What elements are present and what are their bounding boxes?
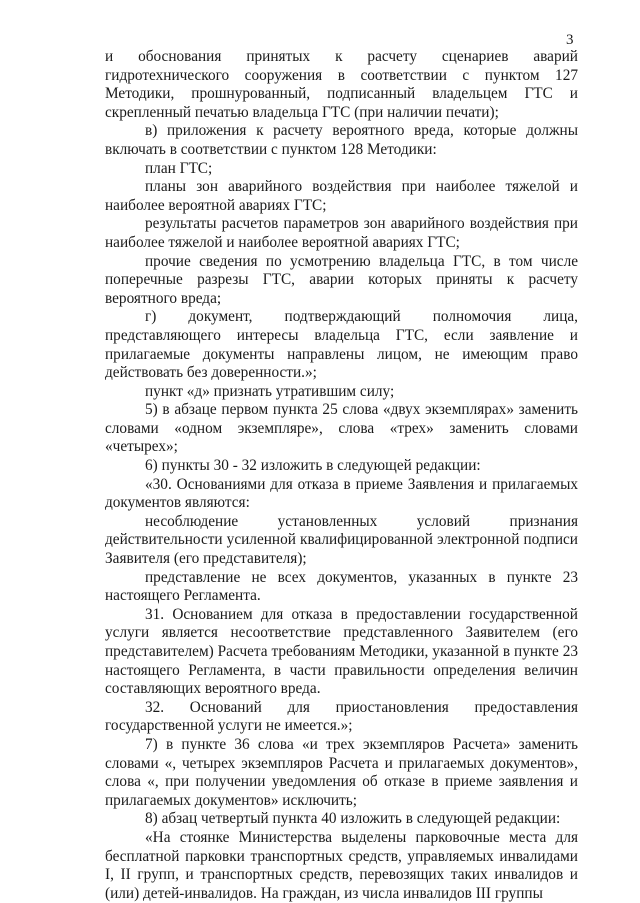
paragraph: прочие сведения по усмотрению владельца ГТС, в том числе поперечные разрезы ГТС, аварии которых приняты к расчету вероятного вреда; [105, 252, 578, 307]
paragraph: 5) в абзаце первом пункта 25 слова «двух экземплярах» заменить словами «одном экземпляре», слова «трех» заменить словами «четырех»; [105, 401, 578, 456]
paragraph: планы зон аварийного воздействия при наиболее тяжелой и наиболее вероятной авариях ГТС; [105, 178, 578, 214]
paragraph: 6) пункты 30 - 32 изложить в следующей редакции: [145, 457, 481, 475]
document-body [105, 48, 578, 903]
paragraph: 7) в пункте 36 слова «и трех экземпляров Расчета» заменить словами «, четырех экземпляров Расчета и прилагаемых документов», слова «, при получении уведомления об отказе в приеме заявления и прилагаемых документов» исключить; [105, 735, 578, 809]
paragraph: г) документ, подтверждающий полномочия лица, представляющего интересы владельца ГТС, если заявление и прилагаемые документы направлены лицом, не имеющим право действовать без доверенности.»; [105, 308, 578, 382]
paragraph: 8) абзац четвертый пункта 40 изложить в следующей редакции: [145, 810, 561, 828]
paragraph: план ГТС; [145, 159, 213, 177]
paragraph: в) приложения к расчету вероятного вреда, которые должны включать в соответствии с пунктом 128 Методики: [105, 122, 578, 158]
paragraph: пункт «д» признать утратившим силу; [145, 382, 395, 400]
paragraph: «30. Основаниями для отказа в приеме Заявления и прилагаемых документов являются: [105, 475, 578, 512]
paragraph: 32. Оснований для приостановления предоставления государственной услуги не имеется.»; [105, 698, 578, 735]
paragraph: 31. Основанием для отказа в предоставлении государственной услуги является несоответствие представленного Заявителем (его представителем) Расчета требованиям Методики, указанной в пункте 23 настоящего Регламента, в части правильности определения величин составляющих вероятного вреда. [105, 605, 578, 698]
paragraph: и обоснования принятых к расчету сценариев аварий гидротехнического сооружения в соответствии с пунктом 127 Методики, прошнурованный, подписанный владельцем ГТС и скрепленный печатью владельца ГТС (при наличии печати); [105, 48, 578, 121]
paragraph: «На стоянке Министерства выделены парковочные места для бесплатной парковки транспортных средств, управляемых инвалидами I, II групп, и транспортных средств, перевозящих таких инвалидов и (или) детей-инвалидов. На граждан, из числа инвалидов III группы [105, 828, 578, 902]
paragraph: несоблюдение установленных условий признания действительности усиленной квалифицированной электронной подписи Заявителя (его представителя); [105, 512, 578, 568]
page-number: 3 [566, 32, 574, 48]
paragraph: представление не всех документов, указанных в пункте 23 настоящего Регламента. [105, 568, 578, 605]
paragraph: результаты расчетов параметров зон аварийного воздействия при наиболее тяжелой и наиболее вероятной авариях ГТС; [105, 215, 578, 251]
